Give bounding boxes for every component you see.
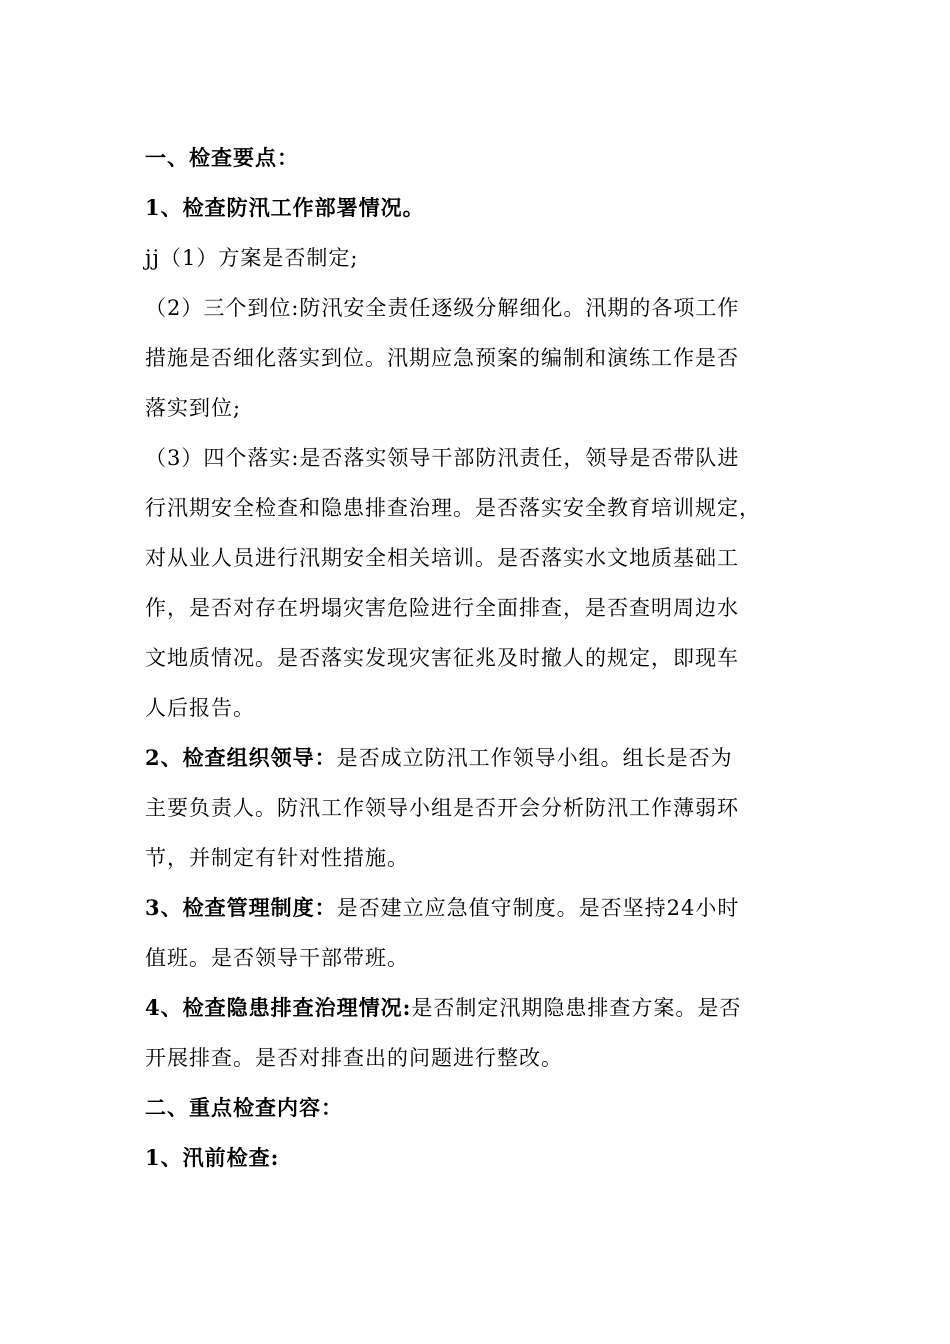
text-line: 对从业人员进行汛期安全相关培训。是否落实水文地质基础工 [145, 546, 739, 570]
text-line: 开展排查。是否对排查出的问题进行整改。 [145, 1046, 563, 1070]
text-line: （3）四个落实:是否落实领导干部防汛责任，领导是否带队进 [145, 446, 740, 470]
text-line: jj（1）方案是否制定; [145, 246, 359, 270]
text-line: 人后报告。 [145, 696, 255, 720]
text-line: 3、检查管理制度：是否建立应急值守制度。是否坚持24小时 [145, 895, 740, 920]
section-heading: 二、重点检查内容： [145, 1095, 343, 1120]
document-page [145, 133, 815, 1183]
text-line: 值班。是否领导干部带班。 [145, 946, 409, 970]
text-line: 4、检查隐患排查治理情况:是否制定汛期隐患排查方案。是否 [145, 995, 742, 1020]
text-line: 文地质情况。是否落实发现灾害征兆及时撤人的规定，即现车 [145, 646, 739, 670]
text-line: 作，是否对存在坍塌灾害危险进行全面排查，是否查明周边水 [145, 596, 739, 620]
text-line: 节，并制定有针对性措施。 [145, 846, 409, 870]
item-heading: 1、检查防汛工作部署情况。 [145, 195, 425, 220]
text-line: 措施是否细化落实到位。汛期应急预案的编制和演练工作是否 [145, 346, 739, 370]
text-line: 落实到位; [145, 396, 242, 420]
text-line: 行汛期安全检查和隐患排查治理。是否落实安全教育培训规定， [145, 496, 761, 520]
text-line: 主要负责人。防汛工作领导小组是否开会分析防汛工作薄弱环 [145, 796, 739, 820]
item-heading: 1、汛前检查: [145, 1145, 280, 1170]
text-line: （2）三个到位:防汛安全责任逐级分解细化。汛期的各项工作 [145, 296, 740, 320]
text-line: 2、检查组织领导：是否成立防汛工作领导小组。组长是否为 [145, 745, 733, 770]
section-heading: 一、检查要点： [145, 145, 299, 170]
